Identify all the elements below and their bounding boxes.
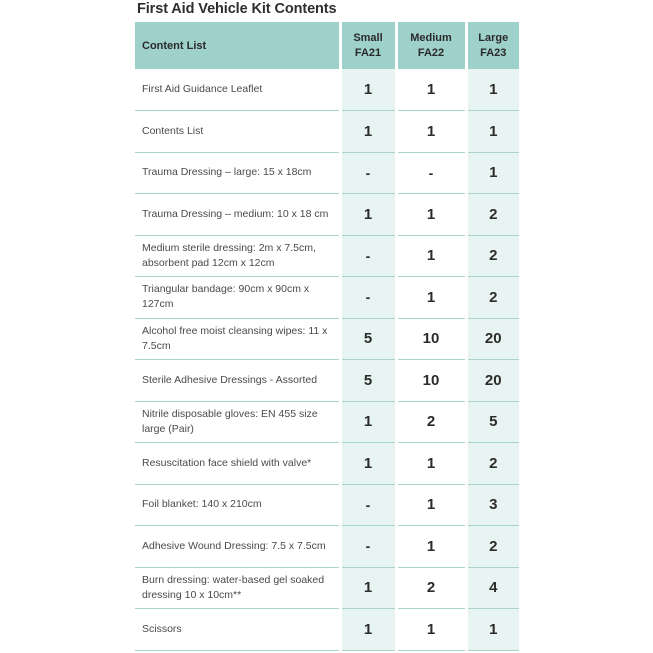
table-row — [135, 318, 519, 360]
item-name: Trauma Dressing – large: 15 x 18cm — [135, 152, 340, 194]
qty-small: 1 — [340, 194, 396, 236]
qty-large: 2 — [466, 526, 519, 568]
qty-medium: 10 — [396, 318, 466, 360]
qty-large: 2 — [466, 443, 519, 485]
qty-small: 1 — [340, 111, 396, 153]
qty-large: 4 — [466, 567, 519, 609]
qty-small: 5 — [340, 360, 396, 402]
table-row — [135, 235, 519, 277]
item-name: Foil blanket: 140 x 210cm — [135, 484, 340, 526]
qty-medium: 2 — [396, 567, 466, 609]
page-title: First Aid Vehicle Kit Contents — [137, 1, 337, 17]
table-row — [135, 401, 519, 443]
header-medium — [396, 22, 466, 69]
header-medium-code: FA22 — [417, 46, 445, 59]
table-row — [135, 152, 519, 194]
item-name: Nitrile disposable gloves: EN 455 size large (Pair) — [135, 401, 340, 443]
qty-large: 1 — [466, 609, 519, 651]
qty-large: 1 — [466, 69, 519, 111]
qty-small: 1 — [340, 69, 396, 111]
qty-small: 5 — [340, 318, 396, 360]
table-header-row — [135, 22, 519, 69]
qty-large: 5 — [466, 401, 519, 443]
header-content-list: Content List — [135, 22, 340, 69]
qty-small: 1 — [340, 401, 396, 443]
qty-medium: 1 — [396, 526, 466, 568]
qty-medium: 1 — [396, 443, 466, 485]
qty-small: - — [340, 484, 396, 526]
table-row — [135, 609, 519, 651]
qty-medium: 1 — [396, 69, 466, 111]
item-name: Adhesive Wound Dressing: 7.5 x 7.5cm — [135, 526, 340, 568]
qty-large: 3 — [466, 484, 519, 526]
item-name: Triangular bandage: 90cm x 90cm x 127cm — [135, 277, 340, 319]
header-medium-size: Medium — [410, 31, 452, 44]
table-body — [135, 69, 519, 650]
item-name: Scissors — [135, 609, 340, 651]
item-name: Contents List — [135, 111, 340, 153]
header-small — [340, 22, 396, 69]
qty-small: 1 — [340, 567, 396, 609]
table-row — [135, 69, 519, 111]
qty-medium: 1 — [396, 609, 466, 651]
kit-contents-table — [135, 22, 519, 651]
qty-large: 2 — [466, 277, 519, 319]
qty-medium: 10 — [396, 360, 466, 402]
qty-medium: - — [396, 152, 466, 194]
header-small-size: Small — [353, 31, 383, 44]
table-row — [135, 194, 519, 236]
header-large — [466, 22, 519, 69]
header-large-code: FA23 — [480, 46, 507, 59]
table-row — [135, 567, 519, 609]
table-row — [135, 360, 519, 402]
qty-small: - — [340, 235, 396, 277]
qty-large: 2 — [466, 235, 519, 277]
table-row — [135, 277, 519, 319]
table-row — [135, 111, 519, 153]
qty-small: 1 — [340, 609, 396, 651]
header-small-code: FA21 — [354, 46, 382, 59]
item-name: First Aid Guidance Leaflet — [135, 69, 340, 111]
qty-large: 1 — [466, 111, 519, 153]
item-name: Sterile Adhesive Dressings - Assorted — [135, 360, 340, 402]
qty-large: 20 — [466, 360, 519, 402]
table-row — [135, 484, 519, 526]
qty-small: - — [340, 526, 396, 568]
qty-large: 20 — [466, 318, 519, 360]
item-name: Alcohol free moist cleansing wipes: 11 x 7.5cm — [135, 318, 340, 360]
qty-medium: 1 — [396, 484, 466, 526]
qty-medium: 1 — [396, 111, 466, 153]
qty-small: - — [340, 277, 396, 319]
qty-medium: 1 — [396, 235, 466, 277]
item-name: Trauma Dressing – medium: 10 x 18 cm — [135, 194, 340, 236]
qty-large: 1 — [466, 152, 519, 194]
qty-medium: 1 — [396, 277, 466, 319]
item-name: Burn dressing: water-based gel soaked dressing 10 x 10cm** — [135, 567, 340, 609]
item-name: Resuscitation face shield with valve* — [135, 443, 340, 485]
qty-small: 1 — [340, 443, 396, 485]
qty-small: - — [340, 152, 396, 194]
qty-medium: 2 — [396, 401, 466, 443]
table-row — [135, 443, 519, 485]
item-name: Medium sterile dressing: 2m x 7.5cm, absorbent pad 12cm x 12cm — [135, 235, 340, 277]
qty-large: 2 — [466, 194, 519, 236]
qty-medium: 1 — [396, 194, 466, 236]
header-large-size: Large — [478, 31, 509, 44]
table-row — [135, 526, 519, 568]
